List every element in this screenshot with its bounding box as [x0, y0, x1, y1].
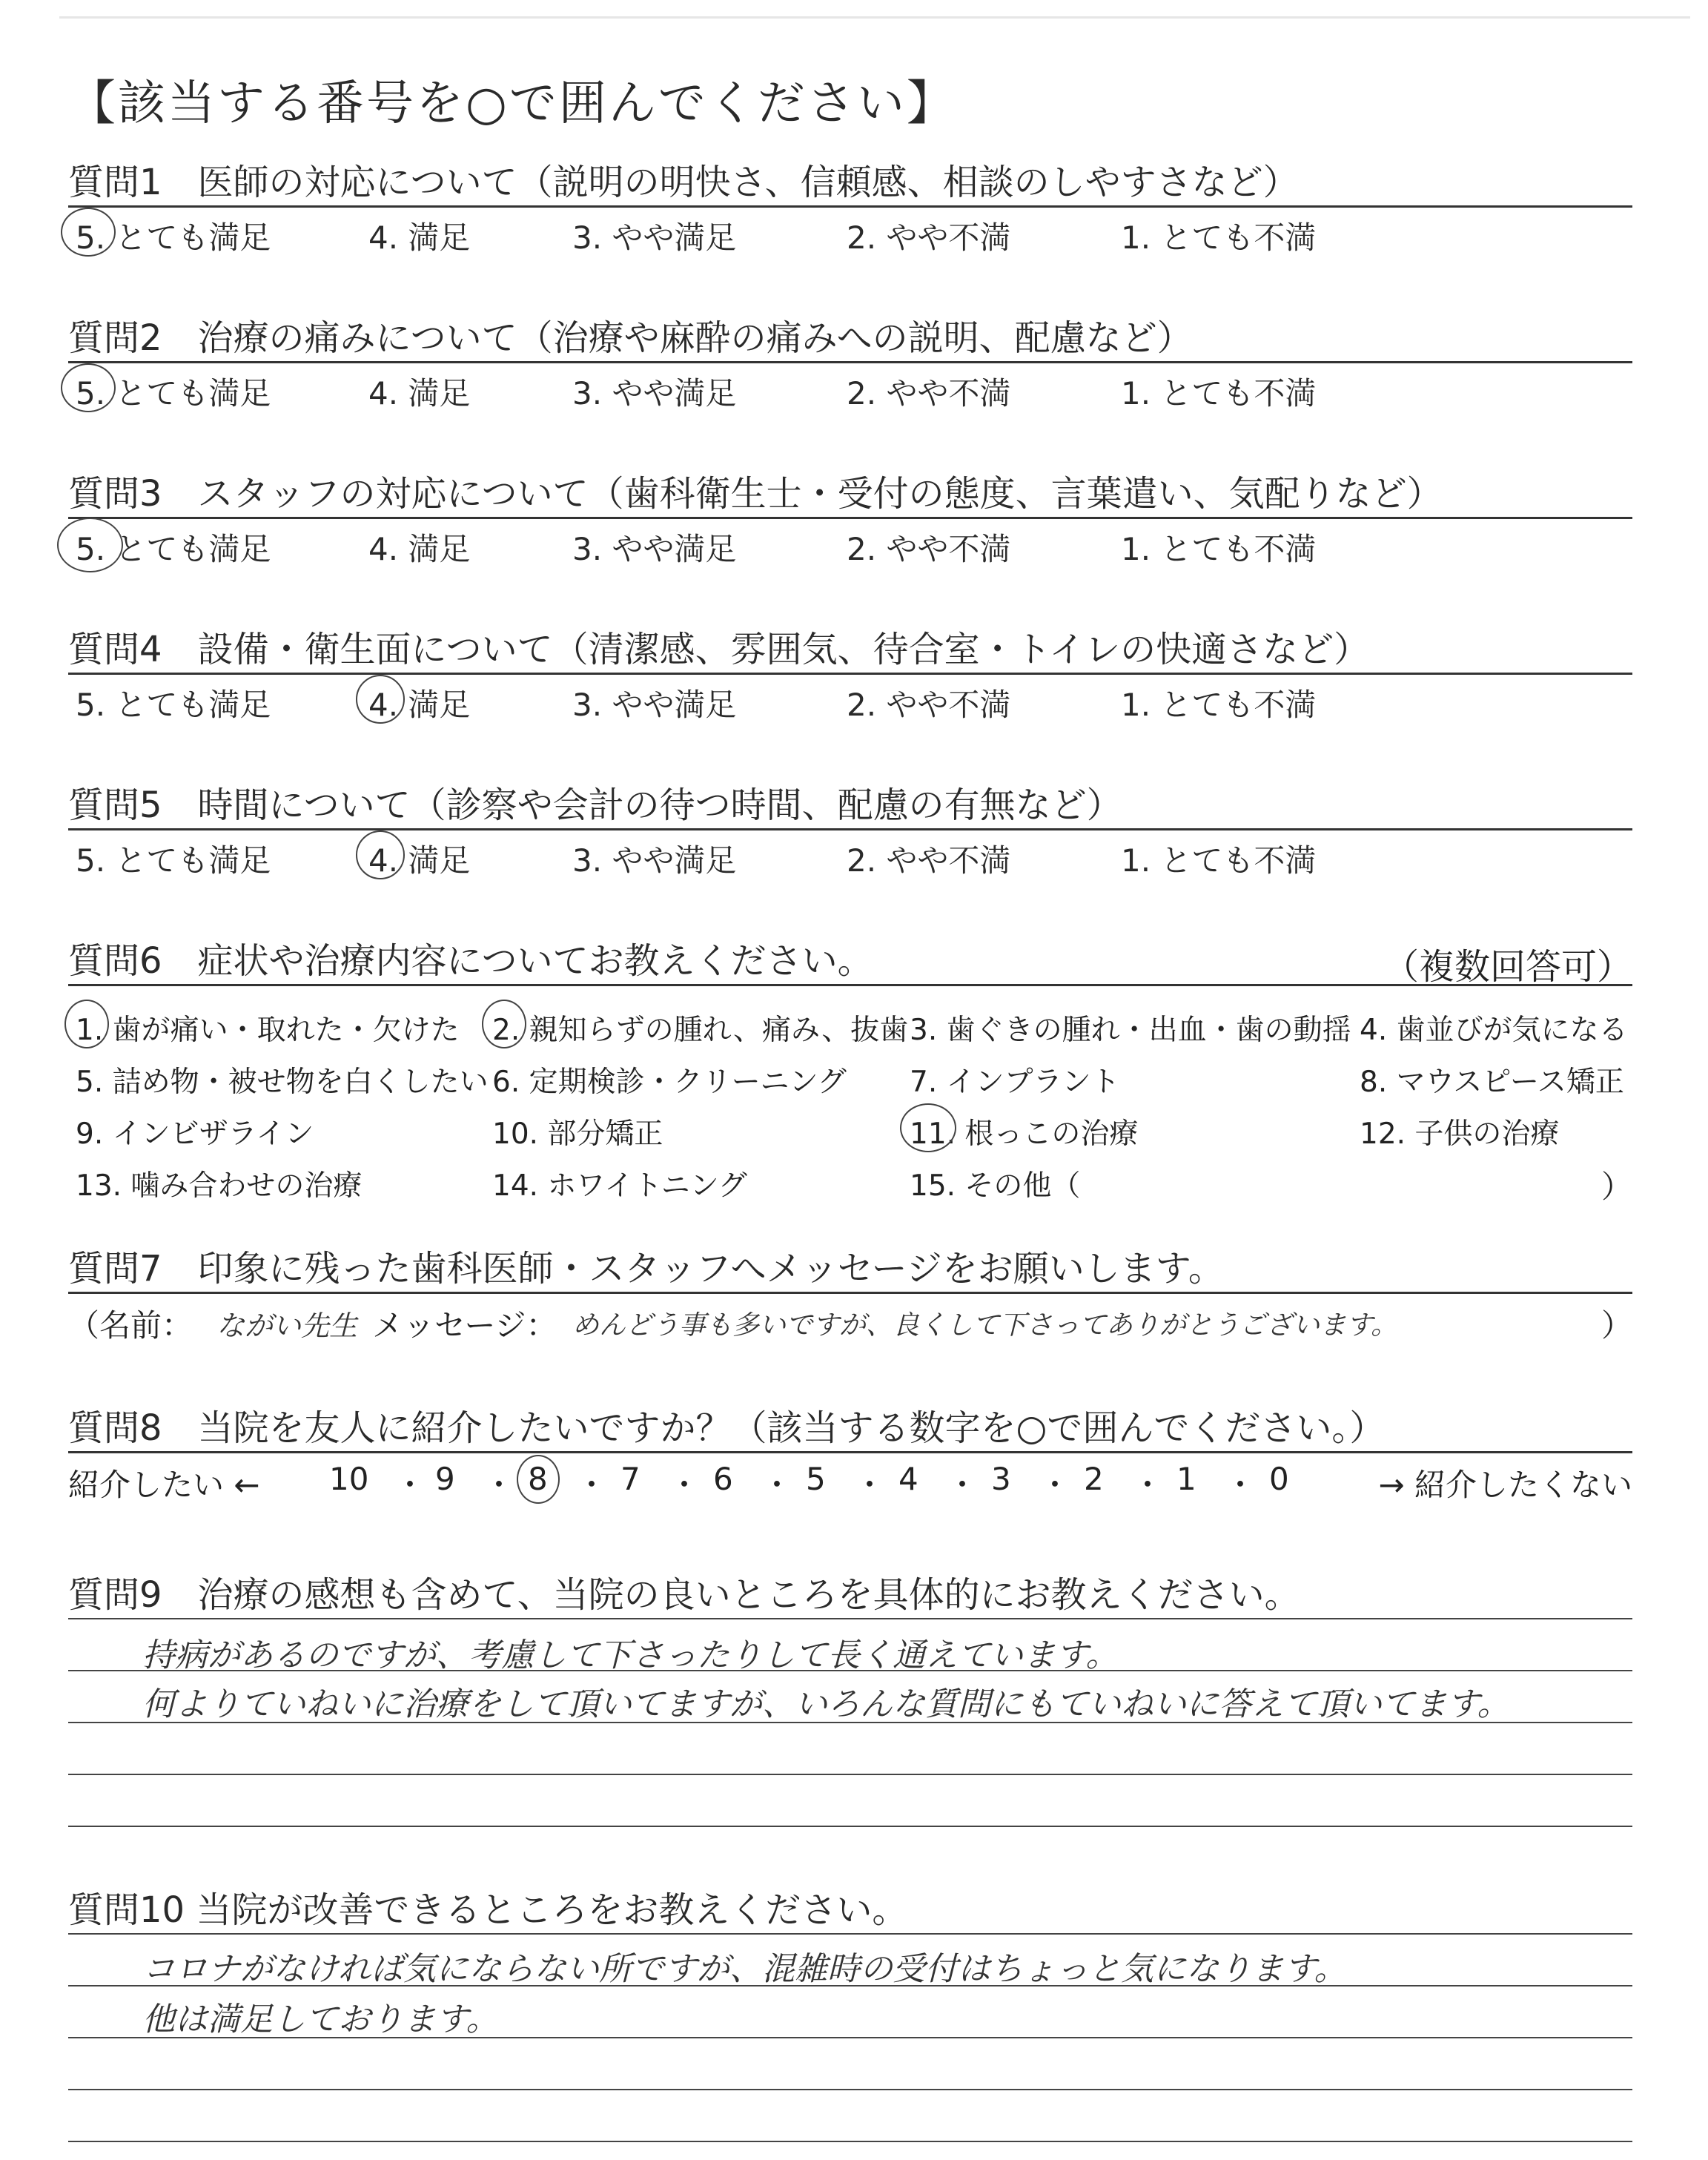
scale-8[interactable]: 8: [528, 1461, 548, 1497]
referral-scale: [68, 1453, 1632, 1505]
option-1[interactable]: 1. とても不満: [1121, 842, 1317, 879]
question-3-title: 質問3 スタッフの対応について（歯科衛生士・受付の態度、言葉遣い、気配りなど）: [68, 473, 1443, 515]
scale-dot: ・: [1039, 1467, 1071, 1503]
answer-line-1[interactable]: 持病があるのですが、考慮して下さったりして長く通えています。: [142, 1636, 1119, 1674]
question-9-title: 質問9 治療の感想も含めて、当院の良いところを具体的にお教えください。: [68, 1574, 1300, 1616]
scale-10[interactable]: 10: [329, 1461, 369, 1497]
option-1[interactable]: 1. とても不満: [1121, 687, 1317, 723]
question-10: [68, 1887, 1632, 2038]
option-5[interactable]: 5. とても満足: [76, 375, 271, 412]
message-row: [68, 1294, 1632, 1346]
symptom-9[interactable]: 9. インビザライン: [76, 1117, 314, 1151]
scale-dot: ・: [394, 1467, 426, 1503]
symptom-10[interactable]: 10. 部分矯正: [492, 1117, 663, 1151]
option-1[interactable]: 1. とても不満: [1121, 531, 1317, 567]
option-1[interactable]: 1. とても不満: [1121, 219, 1317, 256]
scale-6[interactable]: 6: [713, 1461, 733, 1497]
other-close-paren: ）: [1601, 1169, 1632, 1205]
symptom-2[interactable]: 2. 親知らずの腫れ、痛み、抜歯: [492, 1014, 909, 1047]
option-5[interactable]: 5. とても満足: [76, 842, 271, 879]
question-6: [68, 938, 1632, 1205]
question-4: [68, 627, 1632, 721]
selection-circle: [61, 363, 116, 412]
message-value[interactable]: めんどう事も多いですが、良くして下さってありがとうございます。: [572, 1310, 1398, 1341]
symptom-7[interactable]: 7. インプラント: [910, 1066, 1120, 1099]
scale-dot: ・: [854, 1467, 886, 1503]
symptom-4[interactable]: 4. 歯並びが気になる: [1360, 1014, 1628, 1047]
question-2-options: [68, 363, 1632, 412]
message-label: メッセージ：: [372, 1307, 557, 1344]
scale-dot: ・: [1225, 1467, 1257, 1503]
question-4-title: 質問4 設備・衛生面について（清潔感、雰囲気、待合室・トイレの快適さなど）: [68, 629, 1370, 670]
option-2[interactable]: 2. やや不満: [847, 531, 1011, 567]
question-8: [68, 1405, 1632, 1505]
option-2[interactable]: 2. やや不満: [847, 219, 1011, 256]
scale-4[interactable]: 4: [898, 1461, 918, 1497]
scale-dot: ・: [669, 1467, 701, 1503]
selection-circle: [900, 1103, 956, 1152]
question-3-options: [68, 519, 1632, 565]
question-7-title: 質問7 印象に残った歯科医師・スタッフへメッセージをお願いします。: [68, 1248, 1224, 1289]
page-title: 【該当する番号を○で囲んでください】: [68, 76, 956, 131]
question-5: [68, 782, 1632, 879]
option-3[interactable]: 3. やや満足: [572, 687, 737, 723]
option-1[interactable]: 1. とても不満: [1121, 375, 1317, 412]
option-4[interactable]: 4. 満足: [368, 687, 471, 723]
symptom-8[interactable]: 8. マウスピース矯正: [1360, 1066, 1624, 1099]
selection-circle: [356, 675, 405, 724]
writing-line: [68, 1933, 1632, 1935]
option-3[interactable]: 3. やや満足: [572, 219, 737, 256]
question-7: [68, 1246, 1632, 1346]
option-4[interactable]: 4. 満足: [368, 842, 471, 879]
question-5-options: [68, 830, 1632, 879]
option-4[interactable]: 4. 満足: [368, 219, 471, 256]
symptom-14[interactable]: 14. ホワイトニング: [492, 1169, 747, 1203]
selection-circle: [64, 1000, 109, 1048]
question-8-title: 質問8 当院を友人に紹介したいですか？（該当する数字を○で囲んでください。）: [68, 1407, 1386, 1449]
question-10-title: 質問10 当院が改善できるところをお教えください。: [68, 1889, 908, 1931]
option-3[interactable]: 3. やや満足: [572, 842, 737, 879]
multiple-answers-note: （複数回答可）: [1383, 946, 1632, 988]
option-4[interactable]: 4. 満足: [368, 531, 471, 567]
question-1-title: 質問1 医師の対応について（説明の明快さ、信頼感、相談のしやすさなど）: [68, 162, 1299, 203]
answer-line-1[interactable]: コロナがなければ気にならない所ですが、混雑時の受付はちょっと気になります。: [142, 1950, 1347, 1988]
scale-dot: ・: [761, 1467, 793, 1503]
option-5[interactable]: 5. とても満足: [76, 687, 271, 723]
writing-line: [68, 2141, 1632, 2142]
option-2[interactable]: 2. やや不満: [847, 375, 1011, 412]
scale-5[interactable]: 5: [806, 1461, 826, 1497]
option-2[interactable]: 2. やや不満: [847, 842, 1011, 879]
symptom-13[interactable]: 13. 噛み合わせの治療: [76, 1169, 363, 1203]
scale-1[interactable]: 1: [1176, 1461, 1196, 1497]
selection-circle: [517, 1455, 560, 1504]
scale-dot: ・: [947, 1467, 979, 1503]
option-5[interactable]: 5. とても満足: [76, 219, 271, 256]
top-border: [59, 16, 1690, 19]
symptom-15[interactable]: 15. その他（: [910, 1169, 1081, 1203]
option-4[interactable]: 4. 満足: [368, 375, 471, 412]
question-4-options: [68, 675, 1632, 721]
option-3[interactable]: 3. やや満足: [572, 375, 737, 412]
symptom-grid: [68, 986, 1632, 1205]
question-3: [68, 471, 1632, 565]
question-5-title: 質問5 時間について（診察や会計の待つ時間、配慮の有無など）: [68, 785, 1122, 826]
scale-7[interactable]: 7: [620, 1461, 640, 1497]
symptom-12[interactable]: 12. 子供の治療: [1360, 1117, 1560, 1151]
symptom-6[interactable]: 6. 定期検診・クリーニング: [492, 1066, 847, 1099]
symptom-3[interactable]: 3. 歯ぐきの腫れ・出血・歯の動揺: [910, 1014, 1351, 1047]
symptom-5[interactable]: 5. 詰め物・被せ物を白くしたい: [76, 1066, 489, 1099]
scale-2[interactable]: 2: [1084, 1461, 1104, 1497]
scale-dot: ・: [483, 1467, 515, 1503]
writing-line: [68, 2089, 1632, 2090]
question-6-title: 質問6 症状や治療内容についてお教えください。: [68, 940, 873, 982]
scale-dot: ・: [576, 1467, 608, 1503]
writing-line: [68, 1618, 1632, 1619]
question-1-options: [68, 208, 1632, 254]
scale-dot: ・: [1132, 1467, 1164, 1503]
scale-left-label: 紹介したい ←: [68, 1467, 260, 1503]
option-2[interactable]: 2. やや不満: [847, 687, 1011, 723]
scale-0[interactable]: 0: [1269, 1461, 1289, 1497]
name-value[interactable]: ながい先生: [216, 1309, 358, 1342]
symptom-1[interactable]: 1. 歯が痛い・取れた・欠けた: [76, 1014, 460, 1047]
answer-line-2[interactable]: 他は満足しております。: [142, 2001, 499, 2038]
question-1: [68, 159, 1632, 254]
scale-3[interactable]: 3: [991, 1461, 1011, 1497]
scale-right-label: → 紹介したくない: [1378, 1467, 1632, 1503]
scale-9[interactable]: 9: [435, 1461, 455, 1497]
writing-line: [68, 1826, 1632, 1827]
name-label: （名前：: [68, 1307, 193, 1344]
question-2: [68, 315, 1632, 412]
answer-line-2[interactable]: 何よりていねいに治療をして頂いてますが、いろんな質問にもていねいに答えて頂いてます。: [142, 1685, 1510, 1723]
option-3[interactable]: 3. やや満足: [572, 531, 737, 567]
question-9: [68, 1572, 1632, 1723]
writing-line: [68, 1774, 1632, 1775]
message-close-paren: ）: [1601, 1307, 1632, 1344]
option-5[interactable]: 5. とても満足: [76, 531, 271, 567]
question-2-title: 質問2 治療の痛みについて（治療や麻酔の痛みへの説明、配慮など）: [68, 317, 1193, 359]
selection-circle: [356, 830, 405, 879]
symptom-11[interactable]: 11. 根っこの治療: [910, 1117, 1139, 1151]
selection-circle: [482, 1000, 526, 1048]
selection-circle: [57, 518, 123, 572]
selection-circle: [61, 208, 116, 257]
